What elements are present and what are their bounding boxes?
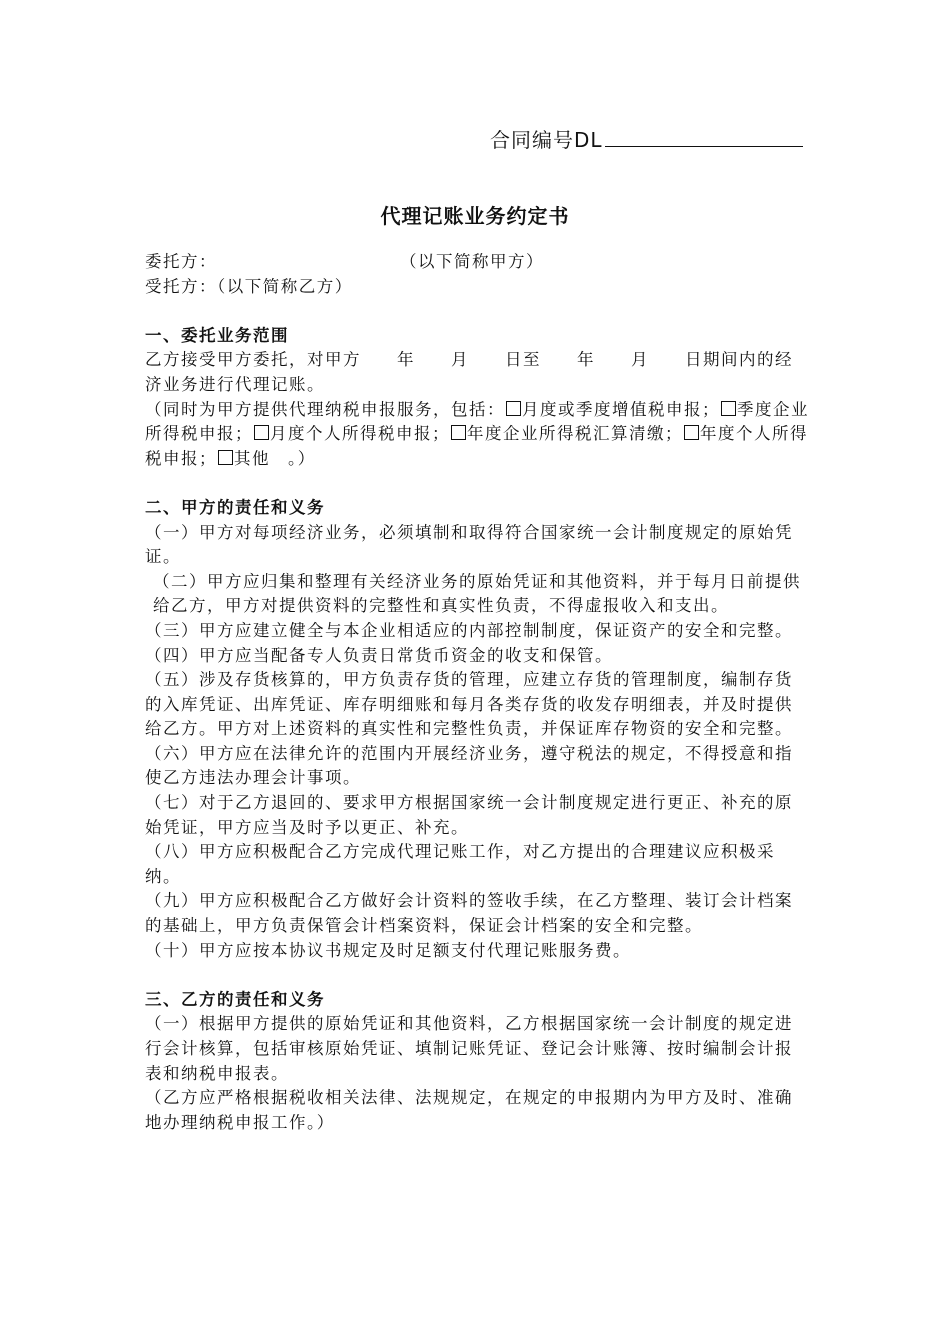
section2-item-5: （五）涉及存货核算的，甲方负责存货的管理，应建立存货的管理制度，编制存货的入库凭证、出库凭证、库存明细账和每月各类存货的收发存明细表，并及时提供给乙方。甲方对上述资料的真实性和完整性负责，并保证库存物资的安全和完整。	[145, 670, 793, 739]
section2-item-3: （三）甲方应建立健全与本企业相适应的内部控制制度，保证资产的安全和完整。	[145, 620, 793, 640]
tax-item-annual-iit: 年度个人所得税申报；	[145, 424, 808, 468]
checkbox-vat[interactable]	[506, 401, 521, 416]
section2-item-10: （十）甲方应按本协议书规定及时足额支付代理记账服务费。	[145, 940, 631, 960]
section1-para1: 乙方接受甲方委托，对甲方 年 月 日至 年 月 日期间内的经济业务进行代理记账。	[145, 350, 793, 394]
tax-item-annual-cit: 年度企业所得税汇算清缴；	[467, 424, 683, 444]
section2-item-2: （二）甲方应归集和整理有关经济业务的原始凭证和其他资料，并于每月日前提供给乙方，甲方对提供资料的完整性和真实性负责，不得虚报收入和支出。	[153, 571, 801, 616]
section3-item-2: （乙方应严格根据税收相关法律、法规规定，在规定的申报期内为甲方及时、准确地办理纳税申报工作。）	[145, 1088, 793, 1132]
client-label: 委托方：	[145, 252, 217, 271]
tax-item-other: 其他 。）	[234, 448, 316, 468]
document-body	[145, 250, 810, 1135]
tax-item-vat: 月度或季度增值税申报；	[522, 399, 720, 419]
tax-item-monthly-iit: 月度个人所得税申报；	[270, 424, 450, 444]
contract-number	[490, 124, 803, 153]
tax-intro: （同时为甲方提供代理纳税申报服务，包括：	[145, 399, 505, 419]
section1-tax-services	[145, 398, 810, 472]
tax-item-quarterly-cit: 季度企业所得税申报；	[145, 399, 809, 444]
section2-item-9: （九）甲方应积极配合乙方做好会计资料的签收手续，在乙方整理、装订会计档案的基础上，甲方负责保管会计档案资料，保证会计档案的安全和完整。	[145, 891, 793, 936]
checkbox-annual-cit[interactable]	[451, 425, 466, 440]
contract-number-blank[interactable]	[605, 126, 803, 147]
section1-heading: 一、委托业务范围	[145, 325, 289, 345]
agent-line: 受托方：（以下简称乙方）	[145, 276, 353, 296]
section2-item-8: （八）甲方应积极配合乙方完成代理记账工作，对乙方提出的合理建议应积极采纳。	[145, 842, 775, 886]
client-line	[145, 250, 810, 275]
section2-item-7: （七）对于乙方退回的、要求甲方根据国家统一会计制度规定进行更正、补充的原始凭证，甲方应当及时予以更正、补充。	[145, 793, 793, 837]
section3-heading: 三、乙方的责任和义务	[145, 989, 325, 1009]
document-title: 代理记账业务约定书	[380, 204, 570, 228]
checkbox-quarterly-cit[interactable]	[721, 401, 736, 416]
client-suffix: （以下简称甲方）	[400, 252, 544, 271]
checkbox-annual-iit[interactable]	[684, 425, 699, 440]
section2-item-6: （六）甲方应在法律允许的范围内开展经济业务，遵守税法的规定，不得授意和指使乙方违法办理会计事项。	[145, 743, 793, 788]
section2-item-1: （一）甲方对每项经济业务，必须填制和取得符合国家统一会计制度规定的原始凭证。	[145, 522, 793, 567]
checkbox-monthly-iit[interactable]	[254, 425, 269, 440]
section2-heading: 二、甲方的责任和义务	[145, 497, 325, 517]
checkbox-other[interactable]	[218, 450, 233, 465]
contract-number-label: 合同编号DL	[490, 128, 603, 152]
section2-item-4: （四）甲方应当配备专人负责日常货币资金的收支和保管。	[145, 645, 613, 665]
section3-item-1: （一）根据甲方提供的原始凭证和其他资料，乙方根据国家统一会计制度的规定进行会计核算，包括审核原始凭证、填制记账凭证、登记会计账簿、按时编制会计报表和纳税申报表。	[145, 1014, 793, 1083]
